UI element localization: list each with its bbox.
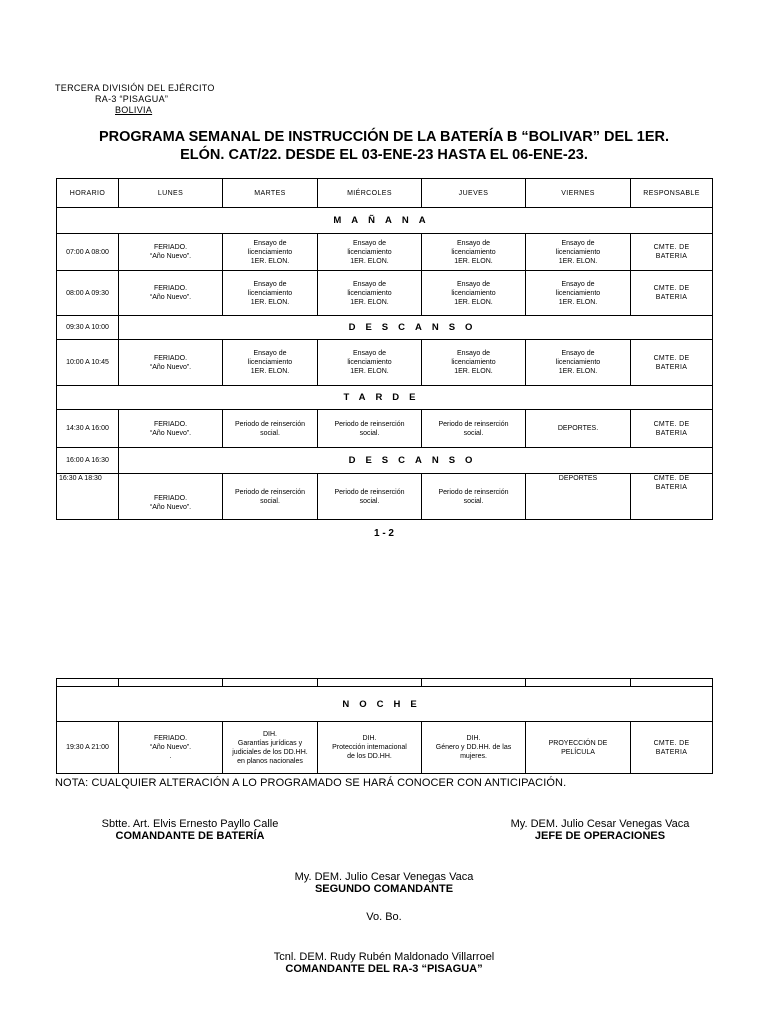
col-header-martes: MARTES <box>223 179 318 208</box>
col-header-horario: HORARIO <box>57 179 119 208</box>
cell-martes: DIH. Garantías jurídicas y judiciales de los DD.HH. en planos nacionales <box>223 722 318 774</box>
section-row-manana <box>57 208 713 234</box>
col-header-viernes: VIERNES <box>526 179 631 208</box>
cell-viernes: PROYECCIÓN DE PELÍCULA <box>526 722 631 774</box>
title-line-1: PROGRAMA SEMANAL DE INSTRUCCIÓN DE LA BATERÍA B “BOLIVAR” DEL 1ER. <box>98 129 670 145</box>
signature-role: COMANDANTE DEL RA-3 “PISAGUA” <box>285 963 483 975</box>
schedule-table-continued <box>56 678 713 774</box>
cell-jueves: Ensayo de licenciamiento 1ER. ELON. <box>422 234 526 271</box>
cell-jueves: Ensayo de licenciamiento 1ER. ELON. <box>422 271 526 316</box>
visto-bueno: Vo. Bo. <box>366 911 402 923</box>
cell-responsable: CMTE. DE BATERIA <box>631 474 713 520</box>
cell-lunes: FERIADO. “Año Nuevo”. <box>119 271 223 316</box>
cell-viernes: Ensayo de licenciamiento 1ER. ELON. <box>526 234 631 271</box>
cell-martes: Ensayo de licenciamiento 1ER. ELON. <box>223 234 318 271</box>
section-row-tarde <box>57 386 713 410</box>
cell-martes: Periodo de reinserción social. <box>223 474 318 520</box>
cell-miercoles: DIH. Protección internacional de los DD.HH. <box>318 722 422 774</box>
cell-responsable: CMTE. DE BATERIA <box>631 410 713 448</box>
cell-jueves: Ensayo de licenciamiento 1ER. ELON. <box>422 340 526 386</box>
unit-division: TERCERA DIVISIÓN DEL EJÉRCITO <box>55 83 215 93</box>
signature-comandante-ra3 <box>214 951 554 975</box>
cell-time: 09:30 A 10:00 <box>57 316 119 340</box>
cell-miercoles: Periodo de reinserción social. <box>318 474 422 520</box>
cell-lunes: FERIADO. “Año Nuevo”. <box>119 340 223 386</box>
table-row <box>57 722 713 774</box>
cell-time: 16:00 A 16:30 <box>57 448 119 474</box>
col-header-jueves: JUEVES <box>422 179 526 208</box>
nota: NOTA: CUALQUIER ALTERACIÓN A LO PROGRAMADO SE HARÁ CONOCER CON ANTICIPACIÓN. <box>55 777 567 789</box>
cell-responsable: CMTE. DE BATERIA <box>631 722 713 774</box>
cell-responsable: CMTE. DE BATERIA <box>631 234 713 271</box>
cell-miercoles: Periodo de reinserción social. <box>318 410 422 448</box>
cell-time: 10:00 A 10:45 <box>57 340 119 386</box>
col-header-miercoles: MIÉRCOLES <box>318 179 422 208</box>
cell-time: 19:30 A 21:00 <box>57 722 119 774</box>
cell-time: 14:30 A 16:00 <box>57 410 119 448</box>
cell-viernes: Ensayo de licenciamiento 1ER. ELON. <box>526 271 631 316</box>
table-row <box>57 410 713 448</box>
section-row-noche <box>57 687 713 722</box>
signature-role: SEGUNDO COMANDANTE <box>314 883 454 895</box>
cell-lunes: FERIADO. “Año Nuevo”. <box>119 474 223 520</box>
cell-viernes: DEPORTES. <box>526 410 631 448</box>
signature-jefe-operaciones <box>480 818 720 842</box>
schedule-table <box>56 178 713 520</box>
signature-segundo-comandante <box>234 871 534 895</box>
descanso-row <box>57 448 713 474</box>
cell-jueves: Periodo de reinserción social. <box>422 474 526 520</box>
cell-jueves: Periodo de reinserción social. <box>422 410 526 448</box>
table-row <box>57 271 713 316</box>
section-noche: NOCHE <box>57 687 713 722</box>
table-row <box>57 474 713 520</box>
cell-time: 07:00 A 08:00 <box>57 234 119 271</box>
signature-name: My. DEM. Julio Cesar Venegas Vaca <box>294 871 474 883</box>
cell-lunes: FERIADO. “Año Nuevo”. <box>119 234 223 271</box>
cell-time: 16:30 A 18:30 <box>57 474 119 520</box>
signature-role: COMANDANTE DE BATERÍA <box>115 830 265 842</box>
section-manana: MAÑANA <box>57 208 713 234</box>
col-header-lunes: LUNES <box>119 179 223 208</box>
cell-lunes: FERIADO. “Año Nuevo”. . <box>119 722 223 774</box>
cell-jueves: DIH. Género y DD.HH. de las mujeres. <box>422 722 526 774</box>
section-descanso: DESCANSO <box>119 316 713 340</box>
cell-miercoles: Ensayo de licenciamiento 1ER. ELON. <box>318 340 422 386</box>
signature-name: Tcnl. DEM. Rudy Rubén Maldonado Villarroel <box>273 951 495 963</box>
document-title <box>50 128 718 164</box>
cell-viernes: DEPORTES <box>526 474 631 520</box>
section-tarde: TARDE <box>57 386 713 410</box>
cell-martes: Ensayo de licenciamiento 1ER. ELON. <box>223 271 318 316</box>
unit-regiment: RA-3 “PISAGUA” <box>95 94 169 104</box>
table-top-stub-row <box>57 679 713 687</box>
cell-responsable: CMTE. DE BATERIA <box>631 340 713 386</box>
table-row <box>57 340 713 386</box>
table-row <box>57 234 713 271</box>
signature-role: JEFE DE OPERACIONES <box>534 830 666 842</box>
cell-viernes: Ensayo de licenciamiento 1ER. ELON. <box>526 340 631 386</box>
cell-martes: Ensayo de licenciamiento 1ER. ELON. <box>223 340 318 386</box>
cell-martes: Periodo de reinserción social. <box>223 410 318 448</box>
signature-comandante-bateria <box>90 818 290 842</box>
col-header-responsable: RESPONSABLE <box>631 179 713 208</box>
cell-responsable: CMTE. DE BATERIA <box>631 271 713 316</box>
signature-name: Sbtte. Art. Elvis Ernesto Payllo Calle <box>101 818 279 830</box>
unit-country: BOLIVIA <box>115 105 153 115</box>
cell-miercoles: Ensayo de licenciamiento 1ER. ELON. <box>318 271 422 316</box>
cell-miercoles: Ensayo de licenciamiento 1ER. ELON. <box>318 234 422 271</box>
signature-name: My. DEM. Julio Cesar Venegas Vaca <box>510 818 690 830</box>
table-header-row <box>57 179 713 208</box>
section-descanso: DESCANSO <box>119 448 713 474</box>
cell-lunes: FERIADO. “Año Nuevo”. <box>119 410 223 448</box>
page-number: 1 - 2 <box>373 528 394 539</box>
title-line-2: ELÓN. CAT/22. DESDE EL 03-ENE-23 HASTA EL 06-ENE-23. <box>180 147 588 163</box>
cell-time: 08:00 A 09:30 <box>57 271 119 316</box>
descanso-row <box>57 316 713 340</box>
